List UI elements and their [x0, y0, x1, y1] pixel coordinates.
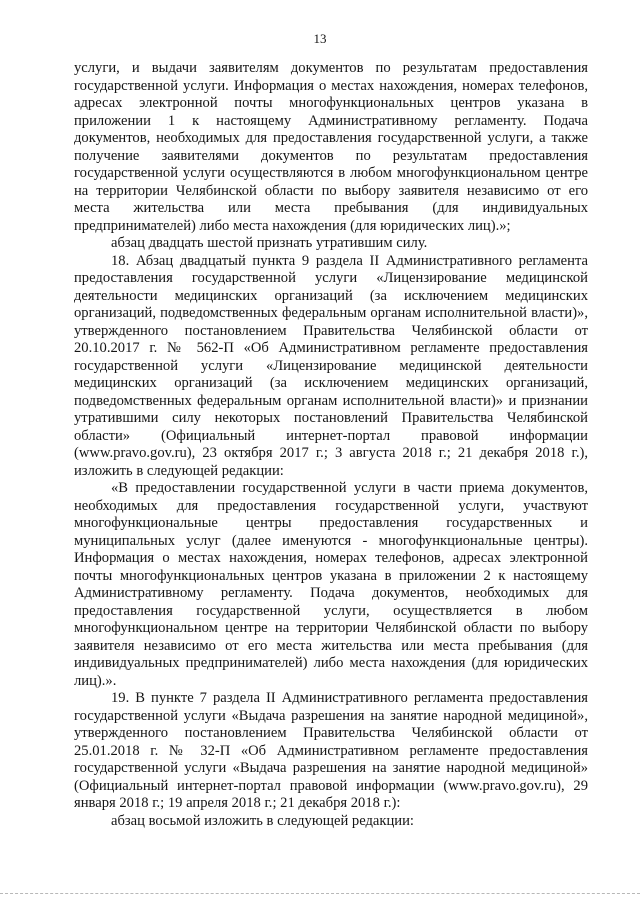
paragraph-abzac-8: абзац восьмой изложить в следующей редакции: [111, 812, 414, 829]
page-number: 13 [313, 31, 327, 46]
paragraph-quote-mfc: «В предоставлении государственной услуги в части приема документов, необходимых для предоставления государственной услуги, участвуют многофункциональные центры предоставления государственных и муниципальных услуг (далее именуются - многофункциональные центры). Информация о местах нахождения, номерах телефонов, адресах электронной почты многофункциональных центров указана в приложении 2 к настоящему Административному регламенту. Подача документов, необходимых для предоставления государственной услуги, осуществляется в любом многофункциональном центре на территории Челябинской области по выбору заявителя независимо от его места жительства или места пребывания (для индивидуальных предпринимателей) либо места нахождения (для юридических лиц).». [74, 480, 588, 689]
page-bottom-edge [0, 893, 640, 894]
paragraph-abzac-26: абзац двадцать шестой признать утратившим силу. [111, 235, 428, 251]
document-body [74, 60, 588, 830]
paragraph-item-19: 19. В пункте 7 раздела II Административного регламента предоставления государственной услуги «Выдача разрешения на занятие народной медициной», утвержденного постановлением Правительства Челябинской области от 25.01.2018 г. № 32-П «Об Административном регламенте предоставления государственной услуги «Выдача разрешения на занятие народной медициной» (Официальный интернет-портал правовой информации (www.pravo.gov.ru), 29 января 2018 г.; 19 апреля 2018 г.; 21 декабря 2018 г.): [74, 690, 588, 811]
paragraph-item-18: 18. Абзац двадцатый пункта 9 раздела II Административного регламента предоставления государственной услуги «Лицензирование медицинской деятельности медицинских организаций (за исключением медицинских организаций, подведомственных федеральным органам исполнительной власти)», утвержденного постановлением Правительства Челябинской области от 20.10.2017 г. № 562-П «Об Административном регламенте предоставления государственной услуги «Лицензирование медицинской деятельности медицинских организаций (за исключением медицинских организаций, подведомственных федеральным органам исполнительной власти)» и признании утратившими силу некоторых постановлений Правительства Челябинской области» (Официальный интернет-портал правовой информации (www.pravo.gov.ru), 23 октября 2017 г.; 3 августа 2018 г.; 21 декабря 2018 г.), изложить в следующей редакции: [74, 252, 588, 479]
paragraph-continuation: услуги, и выдачи заявителям документов по результатам предоставления государственной услуги. Информация о местах нахождения, номерах телефонов, адресах электронной почты многофункциональных центров указана в приложении 1 к настоящему Административному регламенту. Подача документов, необходимых для предоставления государственной услуги, а также получение заявителями документов по результатам предоставления государственной услуги осуществляются в любом многофункциональном центре на территории Челябинской области по выбору заявителя независимо от его места жительства или места пребывания (для индивидуальных предпринимателей) либо места нахождения (для юридических лиц).»; [74, 60, 588, 234]
